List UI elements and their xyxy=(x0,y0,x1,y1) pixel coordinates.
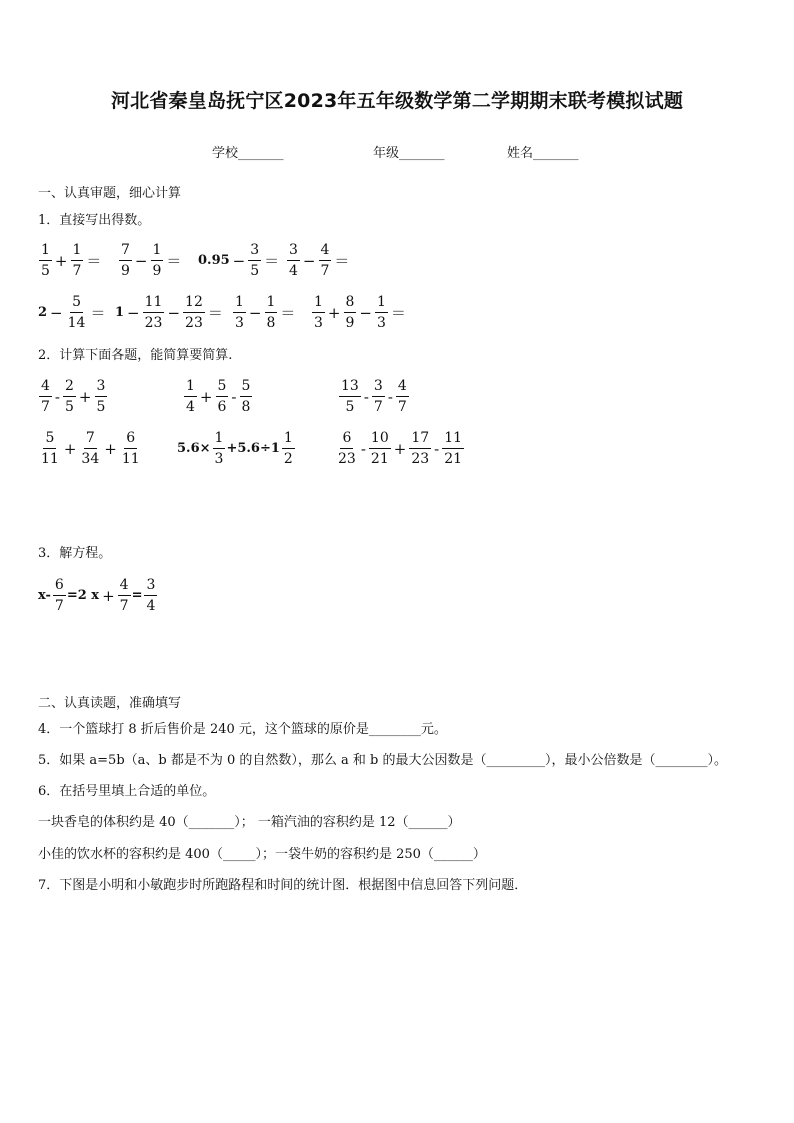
numerator: 1 xyxy=(151,243,164,261)
denominator: 6 xyxy=(217,399,227,415)
fraction xyxy=(233,295,246,330)
q6-line1 xyxy=(38,811,461,830)
denominator: 7 xyxy=(72,263,82,279)
q1-expr xyxy=(232,295,297,330)
denominator: 5 xyxy=(41,263,50,279)
q5-mid: ），最小公倍数是（ xyxy=(544,753,656,768)
operator: + xyxy=(63,439,77,458)
denominator: 7 xyxy=(320,263,330,279)
operator: − xyxy=(50,303,63,322)
numerator: 1 xyxy=(184,379,197,397)
q6-blank-gasoline[interactable]: ______ xyxy=(408,815,448,830)
numerator: 5 xyxy=(43,431,56,449)
operator: ＝ xyxy=(334,252,350,270)
fraction xyxy=(66,295,88,330)
operator: − xyxy=(232,251,246,270)
fraction xyxy=(63,379,76,414)
fraction xyxy=(95,379,108,414)
q6-label: 6．在括号里填上合适的单位。 xyxy=(38,784,216,799)
denominator: 11 xyxy=(41,451,59,467)
q2-expr xyxy=(338,379,410,414)
q2-expr xyxy=(38,379,108,414)
denominator: 21 xyxy=(444,451,463,467)
info-label: 姓名 xyxy=(507,146,534,161)
operator: + xyxy=(104,439,117,458)
info-label: 学校 xyxy=(212,146,239,161)
number-token: 1 xyxy=(115,305,125,320)
numerator: 17 xyxy=(409,431,431,449)
fraction xyxy=(265,295,278,330)
q1-expr xyxy=(311,295,408,330)
numerator: 3 xyxy=(372,379,385,397)
fraction xyxy=(53,578,66,613)
info-school xyxy=(212,142,284,161)
numerator: 7 xyxy=(119,243,132,261)
denominator: 23 xyxy=(411,451,430,467)
numerator: 3 xyxy=(144,578,157,596)
operator: ＝ xyxy=(207,304,223,322)
fraction xyxy=(39,431,61,466)
denominator: 14 xyxy=(67,315,86,331)
q1-expr xyxy=(286,243,351,278)
fraction xyxy=(396,379,409,414)
numerator: 1 xyxy=(265,295,278,313)
q5-text: 5．如果 a=5b（a、b 都是不为 0 的自然数），那么 a 和 b 的最大公因数是（ xyxy=(38,753,487,768)
numerator: 13 xyxy=(339,379,361,397)
denominator: 11 xyxy=(121,451,140,467)
numerator: 6 xyxy=(124,431,137,449)
fraction xyxy=(344,295,357,330)
operator: − xyxy=(248,303,262,322)
q6-text: ）；一袋牛奶的容积约是 250（ xyxy=(255,847,434,862)
fraction xyxy=(183,295,205,330)
operator: - xyxy=(54,387,60,406)
operator: ＝ xyxy=(90,304,106,322)
fraction xyxy=(144,578,157,613)
fraction xyxy=(120,431,142,466)
numerator: 7 xyxy=(84,431,97,449)
numerator: 4 xyxy=(118,578,131,596)
fraction xyxy=(216,379,229,414)
q6-text: ） xyxy=(472,847,486,862)
q1-label: 1．直接写出得数。 xyxy=(38,213,151,228)
denominator: 5 xyxy=(345,399,355,415)
q2-expr xyxy=(38,431,143,466)
number-token: =2 x xyxy=(66,588,100,603)
denominator: 8 xyxy=(266,315,276,331)
fraction xyxy=(312,295,325,330)
fraction xyxy=(248,243,261,278)
numerator: 2 xyxy=(63,379,76,397)
number-token: 2 xyxy=(38,305,48,320)
denominator: 3 xyxy=(377,315,386,331)
operator: ＝ xyxy=(390,304,406,322)
denominator: 9 xyxy=(152,263,162,279)
info-label: 年级 xyxy=(373,146,400,161)
q7-text: 7．下图是小明和小敏跑步时所跑路程和时间的统计图．根据图中信息回答下列问题． xyxy=(38,878,528,893)
operator: + xyxy=(78,387,92,406)
numerator: 12 xyxy=(183,295,205,313)
number-token: +5.6÷1 xyxy=(226,441,280,456)
numerator: 5 xyxy=(216,379,229,397)
section2-heading: 二、认真读题，准确填写 xyxy=(38,696,182,711)
denominator: 8 xyxy=(241,399,251,415)
q4 xyxy=(38,718,447,737)
q2-label: 2．计算下面各题，能简算要简算. xyxy=(38,348,233,363)
operator: − xyxy=(127,303,140,322)
numerator: 3 xyxy=(95,379,108,397)
q3-label: 3．解方程。 xyxy=(38,546,112,561)
numerator: 5 xyxy=(70,295,83,313)
denominator: 34 xyxy=(81,451,100,467)
info-name xyxy=(507,142,579,161)
q4-suffix: 元。 xyxy=(420,722,447,737)
fraction xyxy=(184,379,197,414)
numerator: 1 xyxy=(282,431,295,449)
q5-suffix: ）。 xyxy=(707,753,728,768)
number-token: 0.95 xyxy=(198,253,230,268)
numerator: 3 xyxy=(287,243,300,261)
fraction xyxy=(119,243,132,278)
fraction xyxy=(39,243,52,278)
operator: ＝ xyxy=(166,252,182,270)
numerator: 1 xyxy=(233,295,246,313)
denominator: 21 xyxy=(370,451,389,467)
operator: + xyxy=(102,586,115,605)
operator: − xyxy=(134,251,148,270)
q1-expr xyxy=(38,295,107,330)
q5 xyxy=(38,749,727,768)
fraction xyxy=(336,431,358,466)
q5-gcd-blank[interactable]: _________ xyxy=(486,753,545,768)
denominator: 4 xyxy=(146,598,156,614)
operator: + xyxy=(393,439,407,458)
denominator: 7 xyxy=(41,399,50,415)
fraction xyxy=(339,379,361,414)
numerator: 3 xyxy=(248,243,261,261)
operator: + xyxy=(327,303,341,322)
q6-blank-cup[interactable]: _____ xyxy=(222,847,256,862)
name-blank: _______ xyxy=(533,146,579,161)
numerator: 1 xyxy=(39,243,52,261)
operator: - xyxy=(434,439,440,458)
q2-expr xyxy=(177,431,296,466)
numerator: 6 xyxy=(340,431,353,449)
denominator: 4 xyxy=(186,399,195,415)
info-grade xyxy=(373,142,445,161)
denominator: 3 xyxy=(314,315,323,331)
fraction xyxy=(151,243,164,278)
operator: − xyxy=(167,303,181,322)
fraction xyxy=(372,379,385,414)
fraction xyxy=(287,243,300,278)
denominator: 5 xyxy=(250,263,260,279)
number-token: x- xyxy=(38,588,51,603)
operator: − xyxy=(359,303,372,322)
numerator: 1 xyxy=(213,431,226,449)
q3-equations xyxy=(38,578,158,613)
q6-text: 小佳的饮水杯的容积约是 400（ xyxy=(38,847,223,862)
fraction xyxy=(409,431,431,466)
q5-lcm-blank[interactable]: ________ xyxy=(655,753,708,768)
operator: ＝ xyxy=(280,304,296,322)
q6-blank-milk[interactable]: ______ xyxy=(433,847,473,862)
numerator: 11 xyxy=(442,431,464,449)
operator: + xyxy=(199,387,213,406)
numerator: 4 xyxy=(396,379,409,397)
q1-expr xyxy=(198,243,281,278)
denominator: 4 xyxy=(289,263,298,279)
operator: - xyxy=(231,387,237,406)
fraction xyxy=(71,243,84,278)
numerator: 4 xyxy=(39,379,52,397)
numerator: 5 xyxy=(240,379,253,397)
operator: - xyxy=(360,439,366,458)
q6-text: ） xyxy=(447,815,461,830)
denominator: 2 xyxy=(283,451,293,467)
operator: ＝ xyxy=(86,252,102,270)
fraction xyxy=(319,243,332,278)
q2-expr xyxy=(335,431,465,466)
numerator: 10 xyxy=(369,431,391,449)
denominator: 7 xyxy=(373,399,383,415)
operator: - xyxy=(387,387,393,406)
fraction xyxy=(143,295,165,330)
numerator: 1 xyxy=(312,295,325,313)
q6-text: 一块香皂的体积约是 40（ xyxy=(38,815,189,830)
q6-blank-soap[interactable]: _______ xyxy=(188,815,235,830)
q2-expr xyxy=(183,379,253,414)
fraction xyxy=(369,431,391,466)
q1-expr xyxy=(38,243,103,278)
denominator: 7 xyxy=(119,598,129,614)
grade-blank: _______ xyxy=(399,146,445,161)
denominator: 23 xyxy=(144,315,163,331)
fraction xyxy=(39,379,52,414)
denominator: 5 xyxy=(96,399,106,415)
numerator: 1 xyxy=(375,295,388,313)
fraction xyxy=(375,295,388,330)
q1-expr xyxy=(115,295,225,330)
number-token: 5.6× xyxy=(177,441,211,456)
operator: − xyxy=(302,251,316,270)
school-blank: _______ xyxy=(238,146,284,161)
numerator: 1 xyxy=(71,243,84,261)
page-title: 河北省秦皇岛抚宁区2023年五年级数学第二学期期末联考模拟试题 xyxy=(110,90,684,112)
fraction xyxy=(240,379,253,414)
fraction xyxy=(213,431,226,466)
denominator: 7 xyxy=(54,598,64,614)
q6-line2 xyxy=(38,843,486,862)
numerator: 4 xyxy=(319,243,332,261)
numerator: 6 xyxy=(53,578,66,596)
denominator: 7 xyxy=(397,399,407,415)
denominator: 3 xyxy=(214,451,224,467)
numerator: 11 xyxy=(143,295,165,313)
numerator: 8 xyxy=(344,295,357,313)
operator: + xyxy=(54,251,68,270)
denominator: 5 xyxy=(65,399,74,415)
denominator: 23 xyxy=(338,451,356,467)
operator: ＝ xyxy=(264,252,280,270)
q1-expr xyxy=(118,243,183,278)
q4-text: 4．一个篮球打 8 折后售价是 240 元，这个篮球的原价是 xyxy=(38,722,369,737)
fraction xyxy=(118,578,131,613)
fraction xyxy=(442,431,464,466)
fraction xyxy=(282,431,295,466)
fraction xyxy=(79,431,101,466)
denominator: 9 xyxy=(345,315,355,331)
operator: - xyxy=(363,387,369,406)
number-token: = xyxy=(131,588,143,603)
q6-text: ）； 一箱汽油的容积约是 12（ xyxy=(234,815,409,830)
denominator: 23 xyxy=(185,315,203,331)
denominator: 3 xyxy=(235,315,244,331)
q4-answer-blank[interactable]: ________ xyxy=(368,722,421,737)
denominator: 9 xyxy=(121,263,130,279)
section1-heading: 一、认真审题，细心计算 xyxy=(38,186,182,201)
